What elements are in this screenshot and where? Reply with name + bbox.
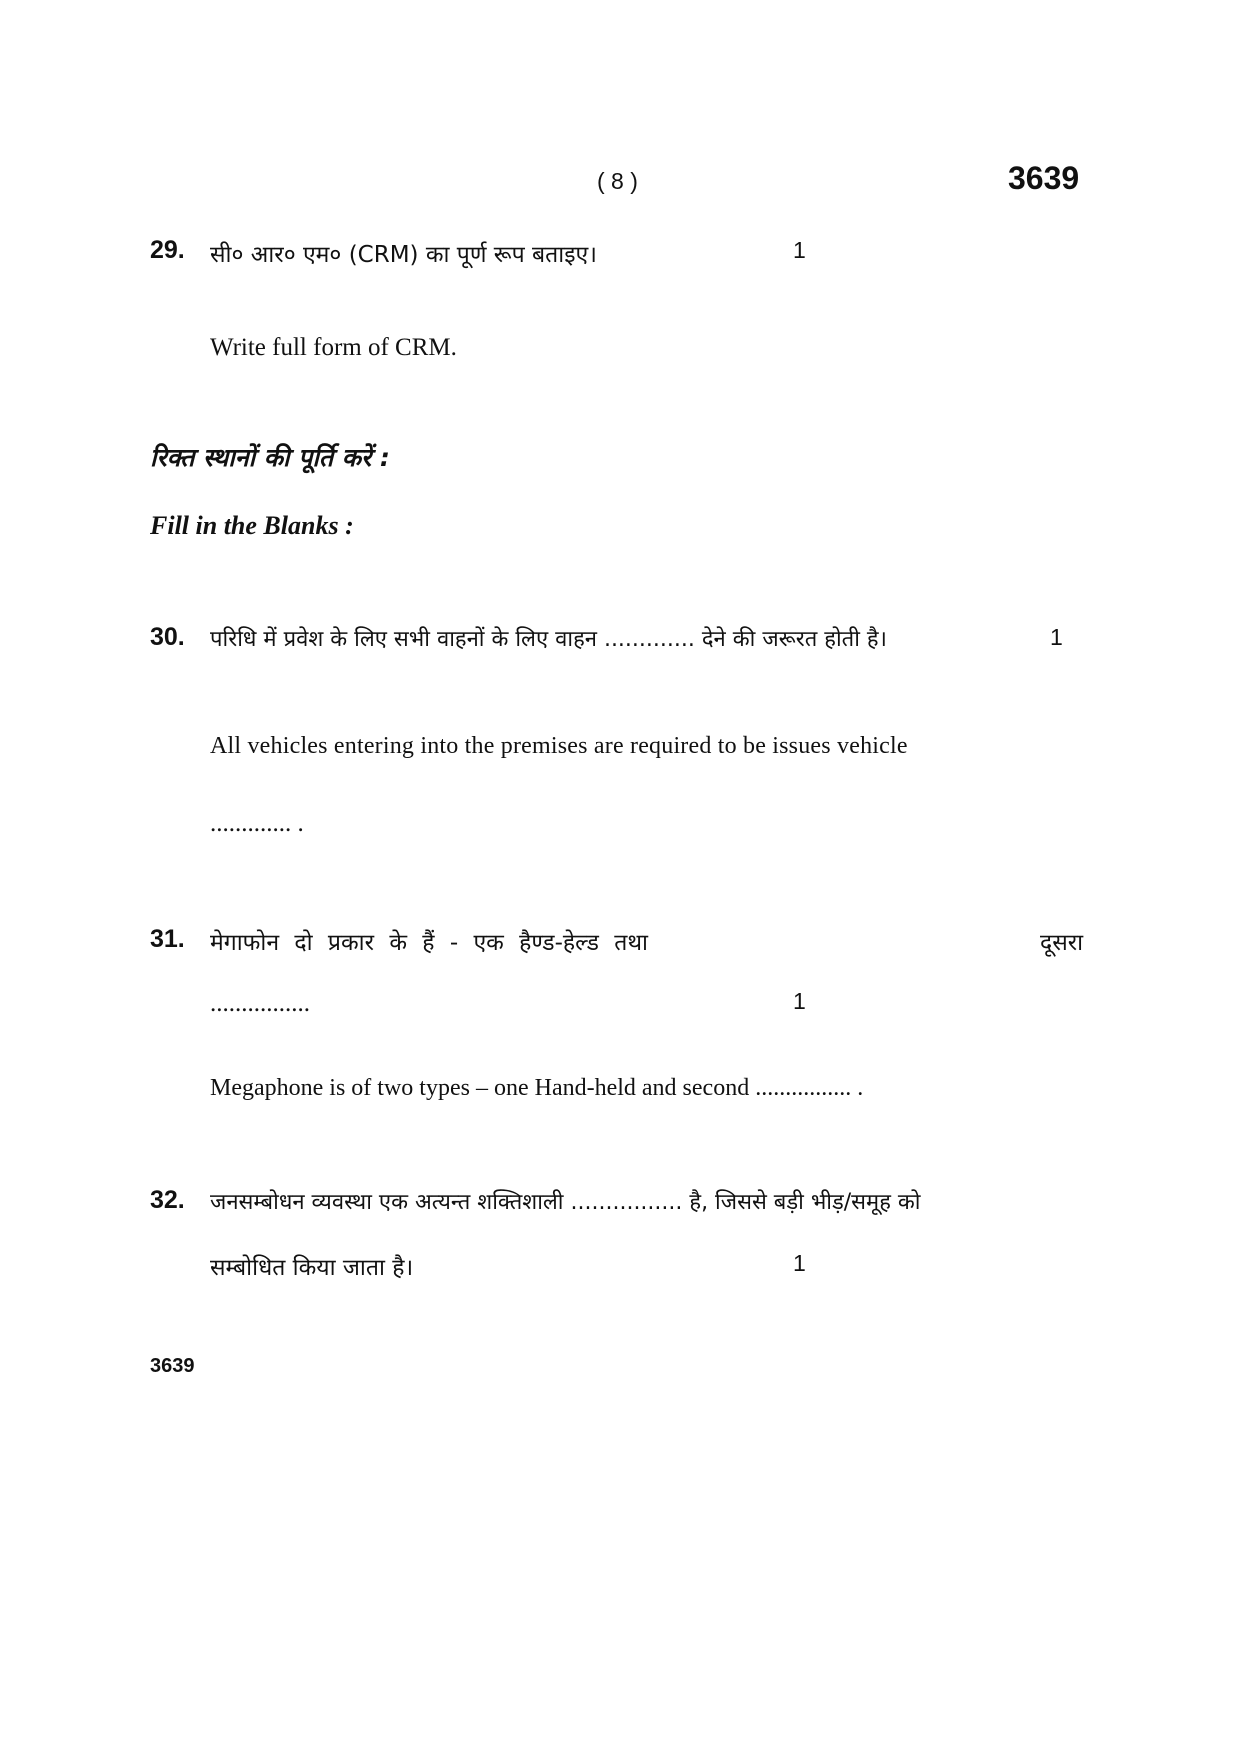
question-number: 31. — [150, 925, 185, 953]
section-heading-english: Fill in the Blanks : — [150, 511, 354, 540]
question-number: 29. — [150, 236, 185, 264]
question-text-hindi-continued: सम्बोधित किया जाता है। — [210, 1255, 414, 1281]
question-text-english: Write full form of CRM. — [210, 334, 457, 361]
question-blank-english: ............. . — [210, 810, 304, 837]
page-number: ( 8 ) — [597, 168, 638, 194]
section-heading-hindi: रिक्त स्थानों की पूर्ति करें : — [150, 443, 390, 472]
question-marks: 1 — [793, 988, 806, 1014]
question-text-hindi: परिधि में प्रवेश के लिए सभी वाहनों के लिए वाहन ............. देने की जरूरत होती है। — [210, 627, 887, 652]
paper-code-header: 3639 — [1008, 160, 1080, 196]
question-marks: 1 — [793, 1250, 806, 1276]
question-text-hindi: मेगाफोन दो प्रकार के हैं - एक हैण्ड-हेल्ड तथा — [210, 930, 648, 956]
question-blank-hindi: ................ — [210, 990, 310, 1017]
question-text-hindi: जनसम्बोधन व्यवस्था एक अत्यन्त शक्तिशाली ................ है, जिससे बड़ी भीड़/समूह को — [210, 1190, 921, 1215]
paper-code-footer: 3639 — [150, 1355, 195, 1377]
question-text-hindi: सी० आर० एम० (CRM) का पूर्ण रूप बताइए। — [210, 242, 597, 268]
question-number: 32. — [150, 1186, 185, 1214]
question-marks: 1 — [1050, 624, 1063, 650]
question-number: 30. — [150, 623, 185, 651]
question-text-english: All vehicles entering into the premises are required to be issues vehicle — [210, 733, 908, 759]
question-text-hindi-continued: दूसरा — [1040, 930, 1084, 956]
question-marks: 1 — [793, 237, 806, 263]
question-text-english: Megaphone is of two types – one Hand-held and second ................ . — [210, 1075, 864, 1101]
